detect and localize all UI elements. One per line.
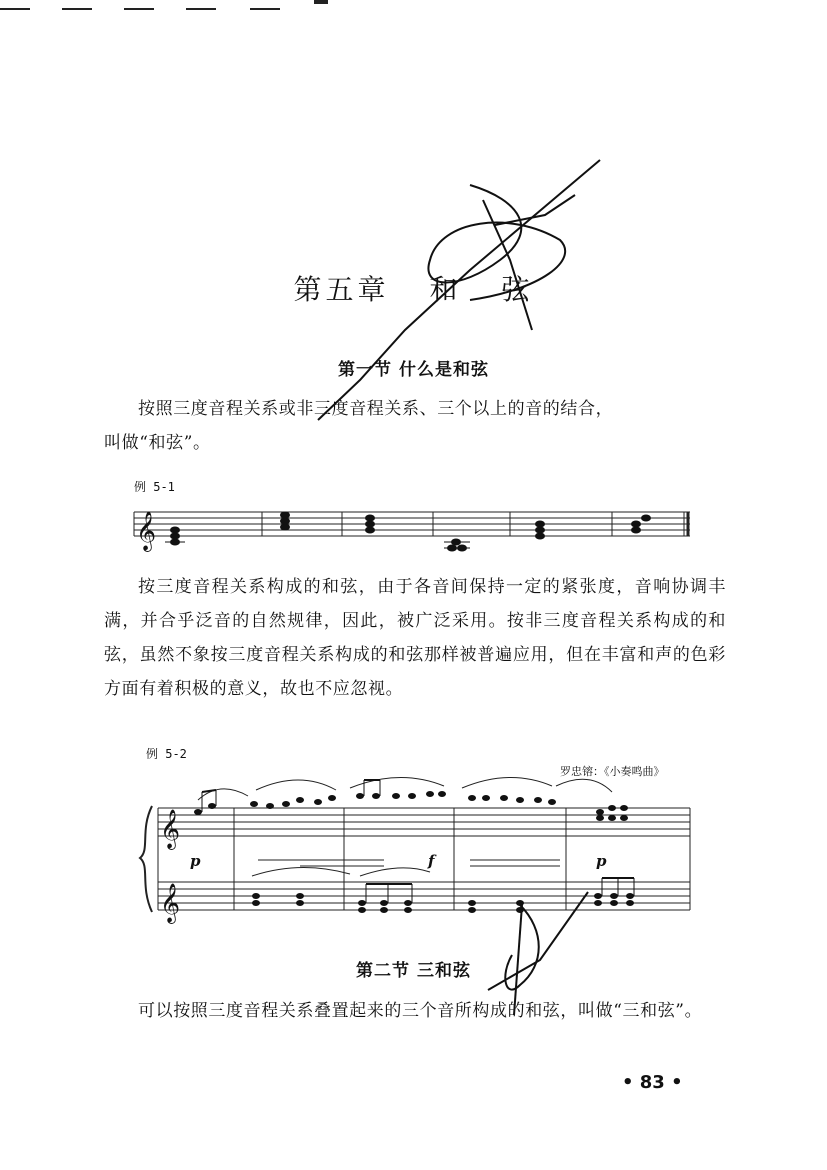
example-5-2-label: 例 5-2: [146, 747, 187, 761]
dynamic-f: f: [428, 852, 435, 870]
page-number: • 83 •: [622, 1072, 683, 1093]
paragraph-2: 按三度音程关系构成的和弦，由于各音间保持一定的紧张度，音响协调丰满，并合乎泛音的自然规律，因此，被广泛采用。按非三度音程关系构成的和弦，虽然不象按三度音程关系构成的和弦那样被普遍应用，但在丰富和声的色彩方面有着积极的意义，故也不应忽视。: [104, 577, 726, 699]
paragraph-1-line-2: 叫做“和弦”。: [104, 433, 211, 453]
paragraph-1-line-1: 按照三度音程关系或非三度音程关系、三个以上的音的结合，: [138, 399, 614, 419]
paragraph-3: 可以按照三度音程关系叠置起来的三个音所构成的和弦，叫做“三和弦”。: [138, 1001, 703, 1021]
treble-clef-icon: 𝄞: [160, 883, 181, 923]
section-1-title: 第一节 什么是和弦: [338, 360, 489, 380]
dynamic-p-1: p: [190, 852, 201, 870]
section-2-title: 第二节 三和弦: [356, 961, 471, 981]
treble-clef-icon: 𝄞: [136, 511, 157, 551]
chapter-number: 第五章: [293, 273, 390, 306]
example-5-2-credit: 罗忠镕：《小奏鸣曲》: [560, 765, 665, 778]
example-5-1-label: 例 5-1: [134, 480, 175, 494]
chapter-title-char-1: 和: [429, 273, 462, 306]
dynamic-p-2: p: [596, 852, 607, 870]
treble-clef-icon: 𝄞: [160, 809, 181, 849]
chapter-title-char-2: 弦: [501, 273, 534, 306]
